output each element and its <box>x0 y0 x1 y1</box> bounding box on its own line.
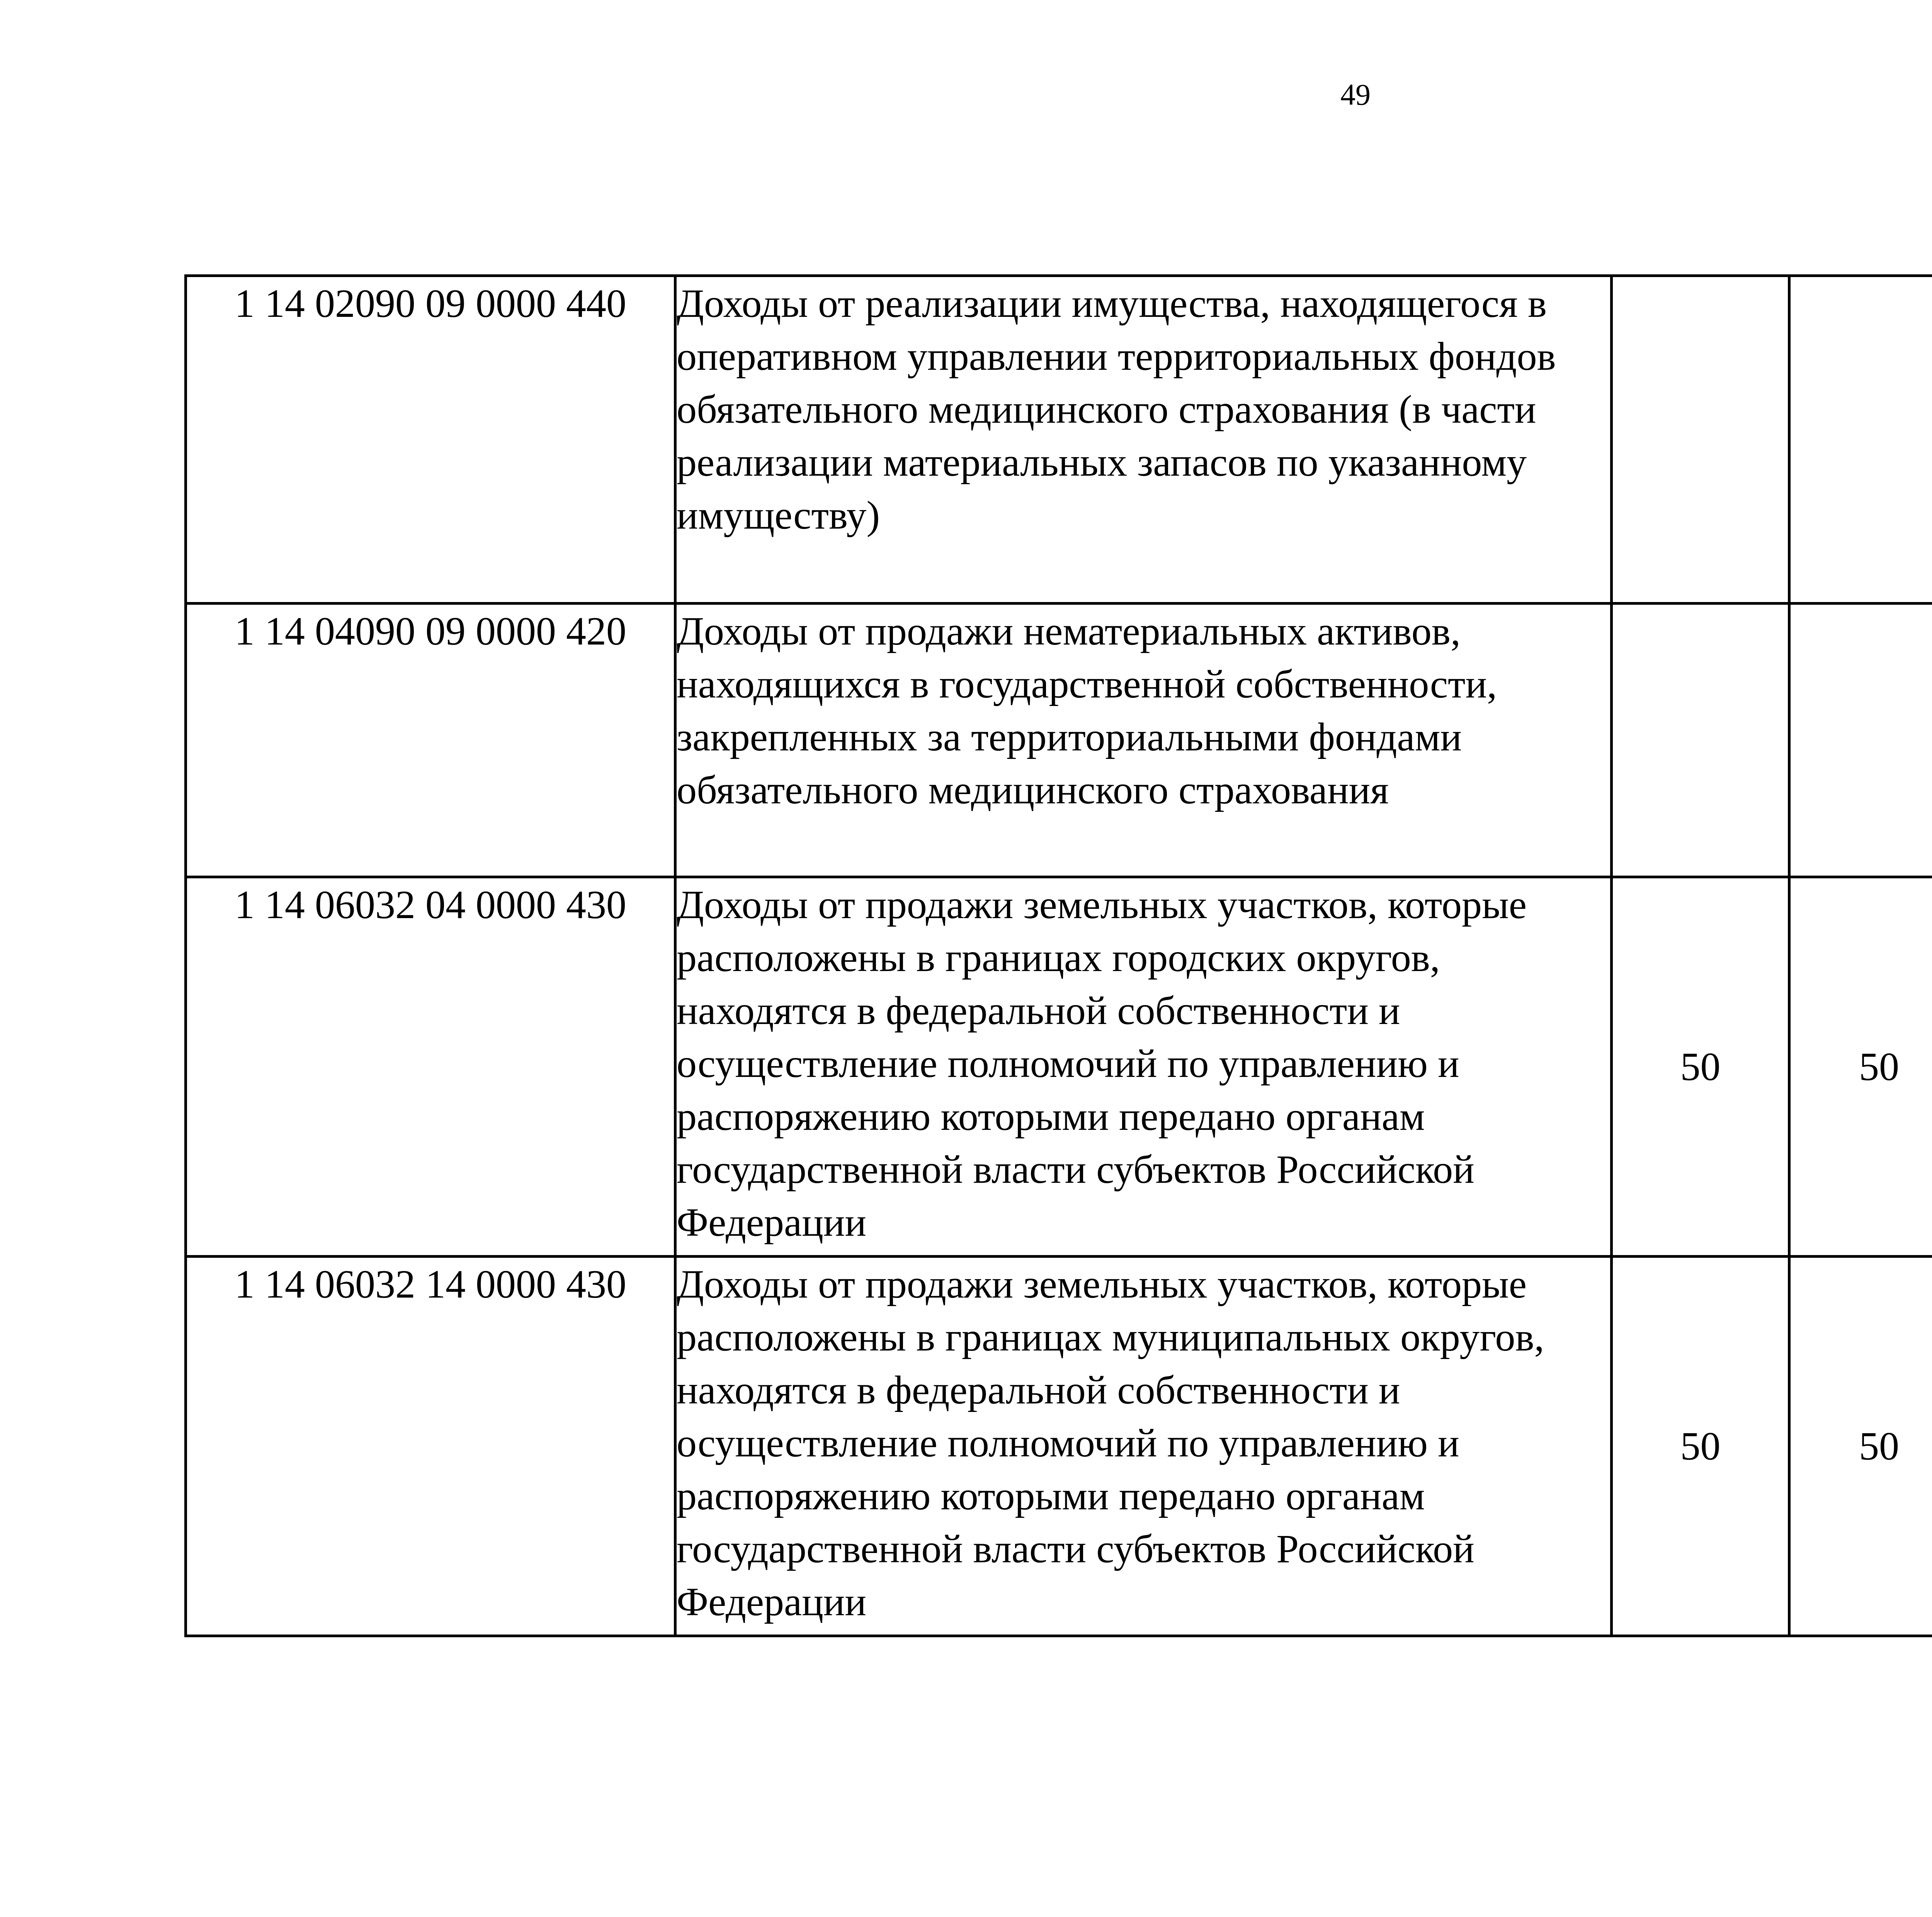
value-cell: 50 <box>1789 877 1932 1257</box>
value-cell: 50 <box>1789 1257 1932 1636</box>
table-row <box>186 877 1932 1257</box>
revenue-code: 1 14 04090 09 0000 420 <box>186 604 675 877</box>
revenue-code: 1 14 06032 04 0000 430 <box>186 877 675 1257</box>
revenue-description: Доходы от продажи нематериальных активов, находящихся в государственной собственности, закрепленных за территориальными фондами обязательного медицинского страхования <box>675 604 1612 877</box>
value-cell <box>1789 276 1932 604</box>
revenue-description: Доходы от реализации имущества, находящегося в оперативном управлении территориальных фондов обязательного медицинского страхования (в части реализации материальных запасов по указанному имуществу) <box>675 276 1612 604</box>
value-cell <box>1612 604 1789 877</box>
revenue-description: Доходы от продажи земельных участков, которые расположены в границах городских округов, находятся в федеральной собственности и осуществление полномочий по управлению и распоряжению которыми передано органам государственной власти субъектов Российской Федерации <box>675 877 1612 1257</box>
revenue-code: 1 14 06032 14 0000 430 <box>186 1257 675 1636</box>
table-row <box>186 604 1932 877</box>
value-cell: 50 <box>1612 1257 1789 1636</box>
revenue-description: Доходы от продажи земельных участков, которые расположены в границах муниципальных округов, находятся в федеральной собственности и осуществление полномочий по управлению и распоряжению которыми передано органам государственной власти субъектов Российской Федерации <box>675 1257 1612 1636</box>
table-row <box>186 1257 1932 1636</box>
table-row <box>186 276 1932 604</box>
value-cell <box>1789 604 1932 877</box>
page-number: 49 <box>1340 78 1371 111</box>
value-cell: 50 <box>1612 877 1789 1257</box>
revenue-distribution-table <box>184 274 1932 1637</box>
value-cell <box>1612 276 1789 604</box>
revenue-code: 1 14 02090 09 0000 440 <box>186 276 675 604</box>
